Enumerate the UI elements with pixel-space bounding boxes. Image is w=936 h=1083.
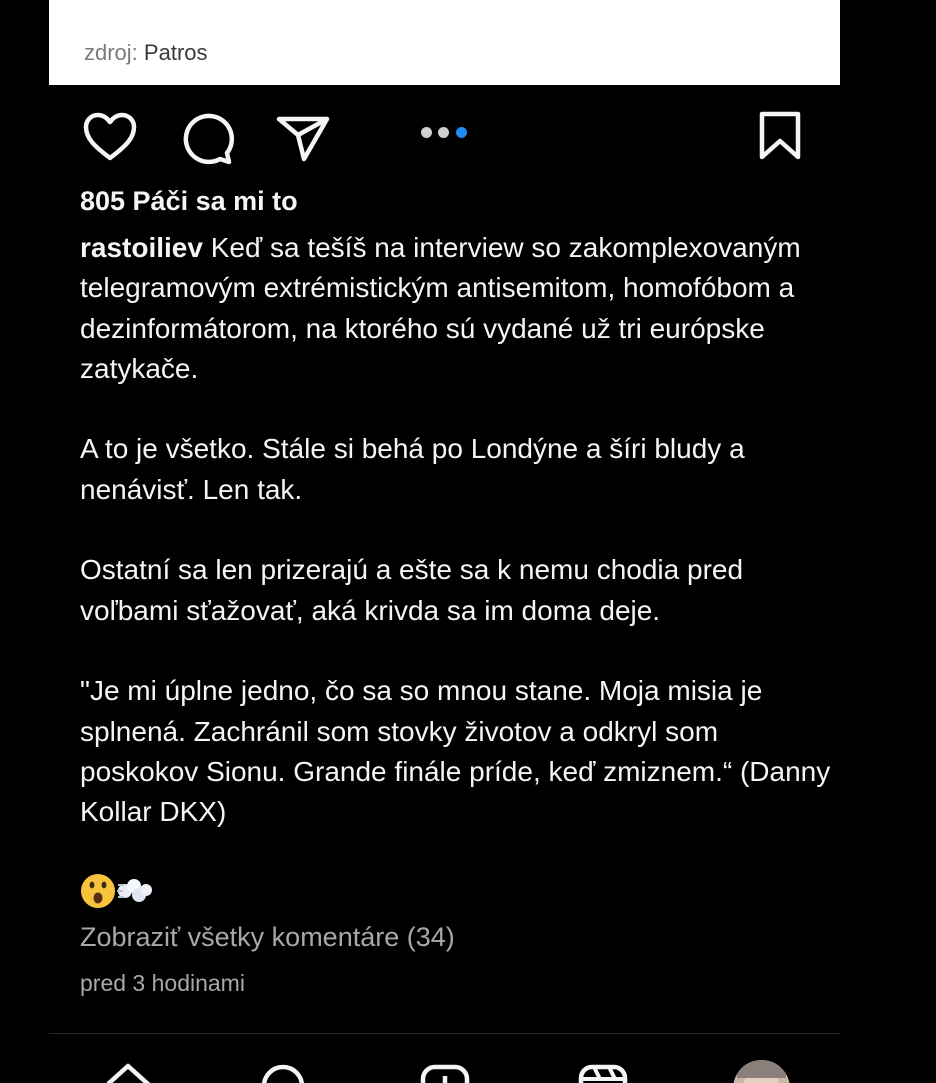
home-icon[interactable] (104, 1062, 152, 1083)
caption-text: Keď sa tešíš na interview so zakomplexovaným telegramovým extrémistickým antisemitom, homofóbom a dezinformátorom, na ktorého sú vydané už tri európske zatykače. (80, 232, 801, 384)
caption-emojis (80, 873, 156, 909)
view-all-comments-link[interactable]: Zobraziť všetky komentáre (34) (80, 922, 455, 952)
caption-paragraph: A to je všetko. Stále si behá po Londýne a šíri bludy a nenávisť. Len tak. (80, 433, 745, 505)
like-count[interactable]: 805 Páči sa mi to (80, 186, 298, 216)
carousel-dot (421, 127, 432, 138)
avatar-hair (737, 1060, 786, 1078)
bookmark-icon[interactable] (757, 111, 803, 161)
image-source-text (84, 40, 208, 66)
emoji-face-exhaling (80, 873, 156, 909)
carousel-indicator (421, 127, 471, 141)
post-image-bottom[interactable] (49, 0, 840, 85)
post-action-bar (0, 105, 936, 165)
profile-avatar[interactable] (733, 1060, 790, 1083)
carousel-dot-active (456, 127, 467, 138)
caption-paragraph: Ostatní sa len prizerajú a ešte sa k nemu chodia pred voľbami sťažovať, aká krivda sa im doma deje. (80, 554, 744, 626)
reels-icon[interactable] (578, 1064, 628, 1083)
paper-plane-icon[interactable] (276, 113, 332, 163)
create-icon[interactable] (420, 1064, 470, 1083)
caption-paragraph (80, 228, 840, 389)
carousel-dot (438, 127, 449, 138)
post-caption (80, 228, 840, 832)
username[interactable]: rastoiliev (80, 232, 203, 263)
heart-icon[interactable] (82, 111, 138, 163)
post-timestamp: pred 3 hodinami (80, 970, 245, 996)
bottom-navigation (0, 1034, 936, 1083)
source-label: zdroj: (84, 40, 138, 65)
caption-paragraph: "Je mi úplne jedno, čo sa so mnou stane. Moja misia je splnená. Zachránil som stovky životov a odkryl som poskokov Sionu. Grande finále príde, keď zmiznem.“ (Danny Kollar DKX) (80, 675, 831, 828)
search-icon[interactable] (259, 1064, 307, 1083)
source-name: Patros (143, 40, 208, 65)
comment-icon[interactable] (179, 111, 235, 167)
